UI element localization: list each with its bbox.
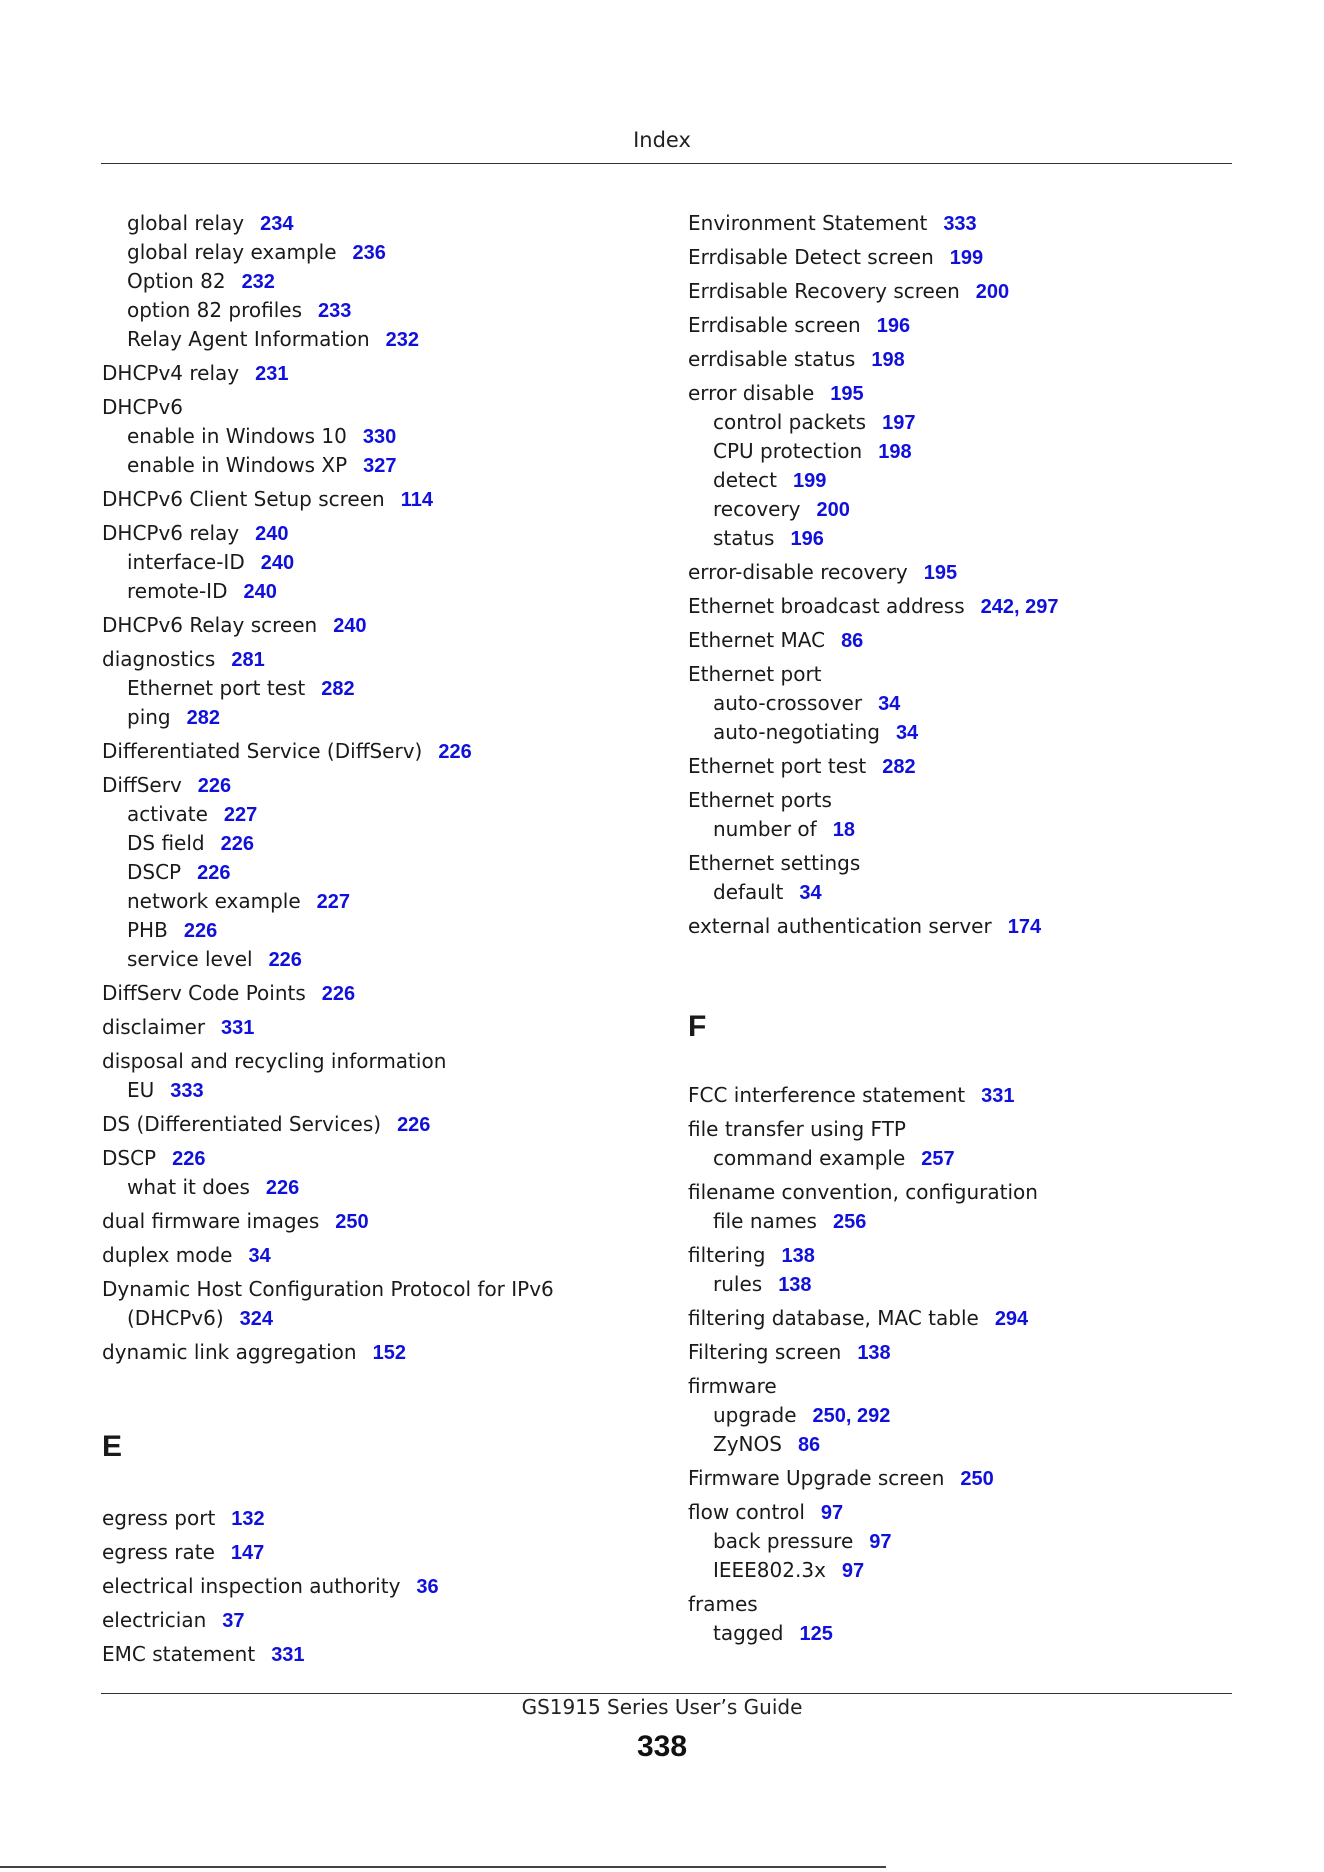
index-entry bbox=[688, 913, 1041, 940]
page-reference-link[interactable]: 138 bbox=[781, 1245, 815, 1267]
page-reference-link[interactable]: 34 bbox=[248, 1245, 271, 1267]
header-title: Index bbox=[633, 128, 691, 152]
entry-term: enable in Windows 10 bbox=[127, 424, 347, 448]
index-entry bbox=[102, 1014, 254, 1041]
entry-term: DSCP bbox=[102, 1146, 157, 1170]
page-reference-link[interactable]: 333 bbox=[943, 213, 977, 235]
page-reference-link[interactable]: 240 bbox=[260, 552, 295, 574]
page-reference-link[interactable]: 226 bbox=[172, 1148, 206, 1170]
page-reference-link[interactable]: 257 bbox=[921, 1148, 955, 1170]
index-entry bbox=[688, 1373, 777, 1399]
entry-term: network example bbox=[127, 889, 301, 913]
page-reference-link[interactable]: 34 bbox=[895, 722, 919, 744]
entry-term: filename convention, configuration bbox=[688, 1180, 1038, 1204]
entry-term: status bbox=[713, 526, 775, 550]
entry-term: DHCPv6 bbox=[102, 395, 184, 419]
index-subentry bbox=[127, 1077, 204, 1104]
page-reference-link[interactable]: 331 bbox=[221, 1017, 255, 1039]
index-entry bbox=[688, 850, 860, 876]
index-entry bbox=[102, 1573, 439, 1600]
index-entry bbox=[688, 1116, 906, 1142]
page-reference-link[interactable]: 281 bbox=[231, 649, 265, 671]
entry-term: rules bbox=[713, 1272, 763, 1296]
index-entry bbox=[688, 244, 983, 271]
index-subentry bbox=[127, 1174, 299, 1201]
page-reference-link[interactable]: 242, 297 bbox=[980, 596, 1059, 618]
page-reference-link[interactable]: 138 bbox=[778, 1274, 812, 1296]
index-entry bbox=[688, 380, 864, 407]
entry-term: Relay Agent Information bbox=[127, 327, 370, 351]
page-reference-link[interactable]: 125 bbox=[799, 1623, 833, 1645]
entry-term: FCC interference statement bbox=[688, 1083, 966, 1107]
index-entry bbox=[688, 312, 910, 339]
entry-term: tagged bbox=[713, 1621, 784, 1645]
page-reference-link[interactable]: 327 bbox=[363, 455, 397, 477]
entry-term: duplex mode bbox=[102, 1243, 233, 1267]
entry-term: Errdisable Detect screen bbox=[688, 245, 934, 269]
index-entry bbox=[688, 753, 916, 780]
entry-term: command example bbox=[713, 1146, 906, 1170]
entry-term: what it does bbox=[127, 1175, 250, 1199]
page-reference-link[interactable]: 152 bbox=[372, 1342, 406, 1364]
page-reference-link[interactable]: 97 bbox=[841, 1560, 865, 1582]
entry-term: filtering bbox=[688, 1243, 766, 1267]
index-subentry bbox=[127, 704, 220, 731]
index-entry bbox=[102, 486, 433, 513]
entry-term: filtering database, MAC table bbox=[688, 1306, 979, 1330]
page-reference-link[interactable]: 250 bbox=[960, 1468, 994, 1490]
index-subentry bbox=[127, 578, 277, 605]
page-reference-link[interactable]: 199 bbox=[949, 247, 984, 269]
page-reference-link[interactable]: 147 bbox=[230, 1542, 265, 1564]
entry-term: error-disable recovery bbox=[688, 560, 908, 584]
entry-term: egress port bbox=[102, 1506, 216, 1530]
entry-term: recovery bbox=[713, 497, 801, 521]
page-reference-link[interactable]: 331 bbox=[271, 1644, 305, 1666]
index-entry bbox=[102, 1048, 446, 1074]
entry-term: DiffServ Code Points bbox=[102, 981, 306, 1005]
index-entry bbox=[102, 1276, 554, 1302]
page-reference-link[interactable]: 197 bbox=[882, 412, 916, 434]
index-entry bbox=[688, 1305, 1028, 1332]
page-reference-link[interactable]: 226 bbox=[220, 833, 254, 855]
index-subentry bbox=[127, 210, 293, 237]
index-subentry bbox=[127, 297, 351, 324]
entry-term: errdisable status bbox=[688, 347, 856, 371]
index-subentry bbox=[127, 1305, 273, 1332]
page-reference-link[interactable]: 256 bbox=[832, 1211, 867, 1233]
entry-term: EU bbox=[127, 1078, 155, 1102]
index-entry bbox=[102, 1607, 245, 1634]
index-entry bbox=[102, 360, 289, 387]
index-subentry bbox=[713, 438, 912, 465]
page-reference-link[interactable]: 226 bbox=[197, 862, 231, 884]
index-subentry bbox=[127, 423, 396, 450]
index-entry bbox=[688, 787, 832, 813]
entry-term: interface-ID bbox=[127, 550, 245, 574]
footer-rule bbox=[101, 1693, 1232, 1694]
page-reference-link[interactable]: 97 bbox=[820, 1502, 844, 1524]
entry-term: DHCPv4 relay bbox=[102, 361, 240, 385]
index-subentry bbox=[713, 1528, 892, 1555]
index-subentry bbox=[127, 675, 355, 702]
index-entry bbox=[102, 646, 265, 673]
entry-term: activate bbox=[127, 802, 208, 826]
entry-term: ZyNOS bbox=[713, 1432, 782, 1456]
entry-term: CPU protection bbox=[713, 439, 863, 463]
index-entry bbox=[102, 612, 367, 639]
entry-term: ping bbox=[127, 705, 171, 729]
page-reference-link[interactable]: 226 bbox=[321, 983, 356, 1005]
page-reference-link[interactable]: 240 bbox=[333, 615, 367, 637]
index-entry bbox=[688, 1242, 815, 1269]
index-entry bbox=[102, 1111, 430, 1138]
entry-term: firmware bbox=[688, 1374, 777, 1398]
entry-term: DSCP bbox=[127, 860, 182, 884]
entry-term: DiffServ bbox=[102, 773, 182, 797]
page-reference-link[interactable]: 86 bbox=[841, 630, 864, 652]
page-reference-link[interactable]: 282 bbox=[882, 756, 916, 778]
page-number: 338 bbox=[636, 1730, 688, 1763]
page-reference-link[interactable]: 198 bbox=[871, 349, 905, 371]
index-subentry bbox=[127, 917, 217, 944]
index-entry bbox=[688, 1082, 1015, 1109]
entry-term: file names bbox=[713, 1209, 817, 1233]
entry-term: Errdisable screen bbox=[688, 313, 861, 337]
page-reference-link[interactable]: 34 bbox=[799, 882, 822, 904]
entry-term: DHCPv6 relay bbox=[102, 521, 240, 545]
entry-term: Ethernet MAC bbox=[688, 628, 826, 652]
entry-term: frames bbox=[688, 1592, 758, 1616]
page-reference-link[interactable]: 18 bbox=[832, 819, 855, 841]
page-reference-link[interactable]: 226 bbox=[197, 775, 232, 797]
page-reference-link[interactable]: 330 bbox=[362, 426, 397, 448]
page-reference-link[interactable]: 132 bbox=[231, 1508, 265, 1530]
page-reference-link[interactable]: 227 bbox=[316, 891, 351, 913]
index-entry bbox=[102, 394, 183, 420]
page-reference-link[interactable]: 200 bbox=[816, 499, 850, 521]
entry-term: EMC statement bbox=[102, 1642, 256, 1666]
page-reference-link[interactable]: 199 bbox=[792, 470, 827, 492]
footer-guide-title: GS1915 Series User’s Guide bbox=[521, 1695, 803, 1719]
index-subentry bbox=[127, 326, 419, 353]
index-subentry bbox=[127, 859, 231, 886]
entry-term: Differentiated Service (DiffServ) bbox=[102, 739, 423, 763]
entry-term: default bbox=[713, 880, 784, 904]
entry-term: back pressure bbox=[713, 1529, 854, 1553]
entry-term: egress rate bbox=[102, 1540, 215, 1564]
entry-term: Dynamic Host Configuration Protocol for IPv6 bbox=[102, 1277, 554, 1301]
page-reference-link[interactable]: 282 bbox=[321, 678, 355, 700]
index-subentry bbox=[127, 549, 294, 576]
entry-term: (DHCPv6) bbox=[127, 1306, 224, 1330]
index-subentry bbox=[127, 801, 257, 828]
entry-term: Ethernet port test bbox=[688, 754, 867, 778]
index-entry bbox=[688, 1339, 891, 1366]
entry-term: DS field bbox=[127, 831, 205, 855]
index-subentry bbox=[127, 830, 254, 857]
page-reference-link[interactable]: 333 bbox=[170, 1080, 204, 1102]
index-subentry bbox=[713, 1557, 864, 1584]
page-reference-link[interactable]: 97 bbox=[869, 1531, 892, 1553]
entry-term: Option 82 bbox=[127, 269, 226, 293]
page-reference-link[interactable]: 200 bbox=[975, 281, 1010, 303]
index-entry bbox=[102, 772, 231, 799]
index-entry bbox=[102, 1145, 206, 1172]
page-reference-link[interactable]: 234 bbox=[260, 213, 294, 235]
page-reference-link[interactable]: 114 bbox=[400, 489, 433, 511]
page-reference-link[interactable]: 226 bbox=[268, 949, 302, 971]
index-entry bbox=[688, 278, 1009, 305]
page-reference-link[interactable]: 226 bbox=[183, 920, 218, 942]
index-subentry bbox=[127, 239, 386, 266]
index-entry bbox=[688, 1179, 1038, 1205]
page-reference-link[interactable]: 226 bbox=[438, 741, 472, 763]
page-reference-link[interactable]: 195 bbox=[830, 383, 864, 405]
index-subentry bbox=[713, 1208, 866, 1235]
index-entry bbox=[102, 1641, 305, 1668]
index-entry bbox=[102, 1539, 264, 1566]
entry-term: enable in Windows XP bbox=[127, 453, 348, 477]
page-reference-link[interactable]: 227 bbox=[223, 804, 258, 826]
page-reference-link[interactable]: 250, 292 bbox=[812, 1405, 891, 1427]
header-rule bbox=[101, 163, 1232, 164]
page-reference-link[interactable]: 195 bbox=[923, 562, 958, 584]
index-subentry bbox=[713, 879, 822, 906]
entry-term: Ethernet settings bbox=[688, 851, 861, 875]
index-entry bbox=[102, 1339, 406, 1366]
entry-term: Firmware Upgrade screen bbox=[688, 1466, 945, 1490]
page-reference-link[interactable]: 86 bbox=[797, 1434, 821, 1456]
entry-term: remote-ID bbox=[127, 579, 228, 603]
entry-term: service level bbox=[127, 947, 253, 971]
page-reference-link[interactable]: 240 bbox=[255, 523, 289, 545]
index-subentry bbox=[713, 1431, 820, 1458]
index-subentry bbox=[713, 690, 900, 717]
page-reference-link[interactable]: 198 bbox=[878, 441, 912, 463]
index-entry bbox=[102, 1208, 369, 1235]
page-reference-link[interactable]: 196 bbox=[790, 528, 824, 550]
index-subentry bbox=[713, 719, 918, 746]
page-reference-link[interactable]: 37 bbox=[222, 1610, 245, 1632]
entry-term: Ethernet ports bbox=[688, 788, 832, 812]
index-entry bbox=[102, 1242, 271, 1269]
index-entry bbox=[102, 1505, 265, 1532]
index-entry bbox=[102, 738, 472, 765]
index-subentry bbox=[127, 268, 275, 295]
entry-term: global relay bbox=[127, 211, 245, 235]
page-reference-link[interactable]: 294 bbox=[994, 1308, 1029, 1330]
index-entry bbox=[688, 627, 863, 654]
index-subentry bbox=[713, 816, 855, 843]
entry-term: auto-negotiating bbox=[713, 720, 880, 744]
index-subentry bbox=[713, 525, 824, 552]
entry-term: error disable bbox=[688, 381, 815, 405]
entry-term: auto-crossover bbox=[713, 691, 863, 715]
page-reference-link[interactable]: 174 bbox=[1007, 916, 1042, 938]
index-entry bbox=[102, 520, 289, 547]
page-reference-link[interactable]: 226 bbox=[265, 1177, 300, 1199]
entry-term: upgrade bbox=[713, 1403, 797, 1427]
entry-term: Ethernet port test bbox=[127, 676, 306, 700]
entry-term: option 82 profiles bbox=[127, 298, 302, 322]
entry-term: control packets bbox=[713, 410, 867, 434]
index-entry bbox=[688, 559, 957, 586]
section-letter-f: F bbox=[688, 1010, 707, 1043]
page-reference-link[interactable]: 36 bbox=[416, 1576, 439, 1598]
page-reference-link[interactable]: 324 bbox=[239, 1308, 274, 1330]
entry-term: dynamic link aggregation bbox=[102, 1340, 357, 1364]
index-entry bbox=[688, 1499, 843, 1526]
index-subentry bbox=[713, 1145, 955, 1172]
index-subentry bbox=[127, 946, 302, 973]
entry-term: PHB bbox=[127, 918, 168, 942]
page-edge-line bbox=[0, 1866, 886, 1868]
entry-term: Errdisable Recovery screen bbox=[688, 279, 960, 303]
page-reference-link[interactable]: 250 bbox=[335, 1211, 369, 1233]
page-reference-link[interactable]: 331 bbox=[981, 1085, 1015, 1107]
index-entry bbox=[688, 210, 977, 237]
page-reference-link[interactable]: 226 bbox=[397, 1114, 431, 1136]
entry-term: flow control bbox=[688, 1500, 805, 1524]
entry-term: detect bbox=[713, 468, 777, 492]
entry-term: Filtering screen bbox=[688, 1340, 842, 1364]
entry-term: IEEE802.3x bbox=[713, 1558, 826, 1582]
page-reference-link[interactable]: 232 bbox=[385, 329, 420, 351]
entry-term: Ethernet broadcast address bbox=[688, 594, 965, 618]
index-entry bbox=[688, 593, 1058, 620]
entry-term: DHCPv6 Client Setup screen bbox=[102, 487, 385, 511]
entry-term: electrical inspection authority bbox=[102, 1574, 401, 1598]
entry-term: electrician bbox=[102, 1608, 207, 1632]
page-reference-link[interactable]: 138 bbox=[857, 1342, 891, 1364]
index-entry bbox=[688, 1465, 994, 1492]
entry-term: Ethernet port bbox=[688, 662, 822, 686]
page-reference-link[interactable]: 236 bbox=[352, 242, 386, 264]
page-reference-link[interactable]: 240 bbox=[243, 581, 277, 603]
entry-term: DHCPv6 Relay screen bbox=[102, 613, 318, 637]
index-entry bbox=[102, 980, 355, 1007]
index-entry bbox=[688, 661, 822, 687]
entry-term: DS (Differentiated Services) bbox=[102, 1112, 382, 1136]
entry-term: global relay example bbox=[127, 240, 337, 264]
index-subentry bbox=[127, 888, 350, 915]
page-reference-link[interactable]: 232 bbox=[241, 271, 275, 293]
page-reference-link[interactable]: 196 bbox=[876, 315, 911, 337]
entry-term: disposal and recycling information bbox=[102, 1049, 447, 1073]
page-reference-link[interactable]: 233 bbox=[318, 300, 352, 322]
entry-term: Environment Statement bbox=[688, 211, 928, 235]
index-subentry bbox=[713, 1620, 833, 1647]
entry-term: file transfer using FTP bbox=[688, 1117, 906, 1141]
index-entry bbox=[688, 1591, 758, 1617]
index-subentry bbox=[713, 1271, 812, 1298]
entry-term: dual firmware images bbox=[102, 1209, 320, 1233]
page-reference-link[interactable]: 282 bbox=[186, 707, 220, 729]
index-subentry bbox=[713, 496, 850, 523]
index-subentry bbox=[713, 409, 915, 436]
entry-term: external authentication server bbox=[688, 914, 992, 938]
page-reference-link[interactable]: 34 bbox=[878, 693, 901, 715]
entry-term: number of bbox=[713, 817, 817, 841]
index-subentry bbox=[713, 467, 826, 494]
index-subentry bbox=[127, 452, 397, 479]
index-subentry bbox=[713, 1402, 890, 1429]
entry-term: disclaimer bbox=[102, 1015, 206, 1039]
entry-term: diagnostics bbox=[102, 647, 216, 671]
index-entry bbox=[688, 346, 905, 373]
section-letter-e: E bbox=[102, 1430, 123, 1463]
page-reference-link[interactable]: 231 bbox=[255, 363, 289, 385]
